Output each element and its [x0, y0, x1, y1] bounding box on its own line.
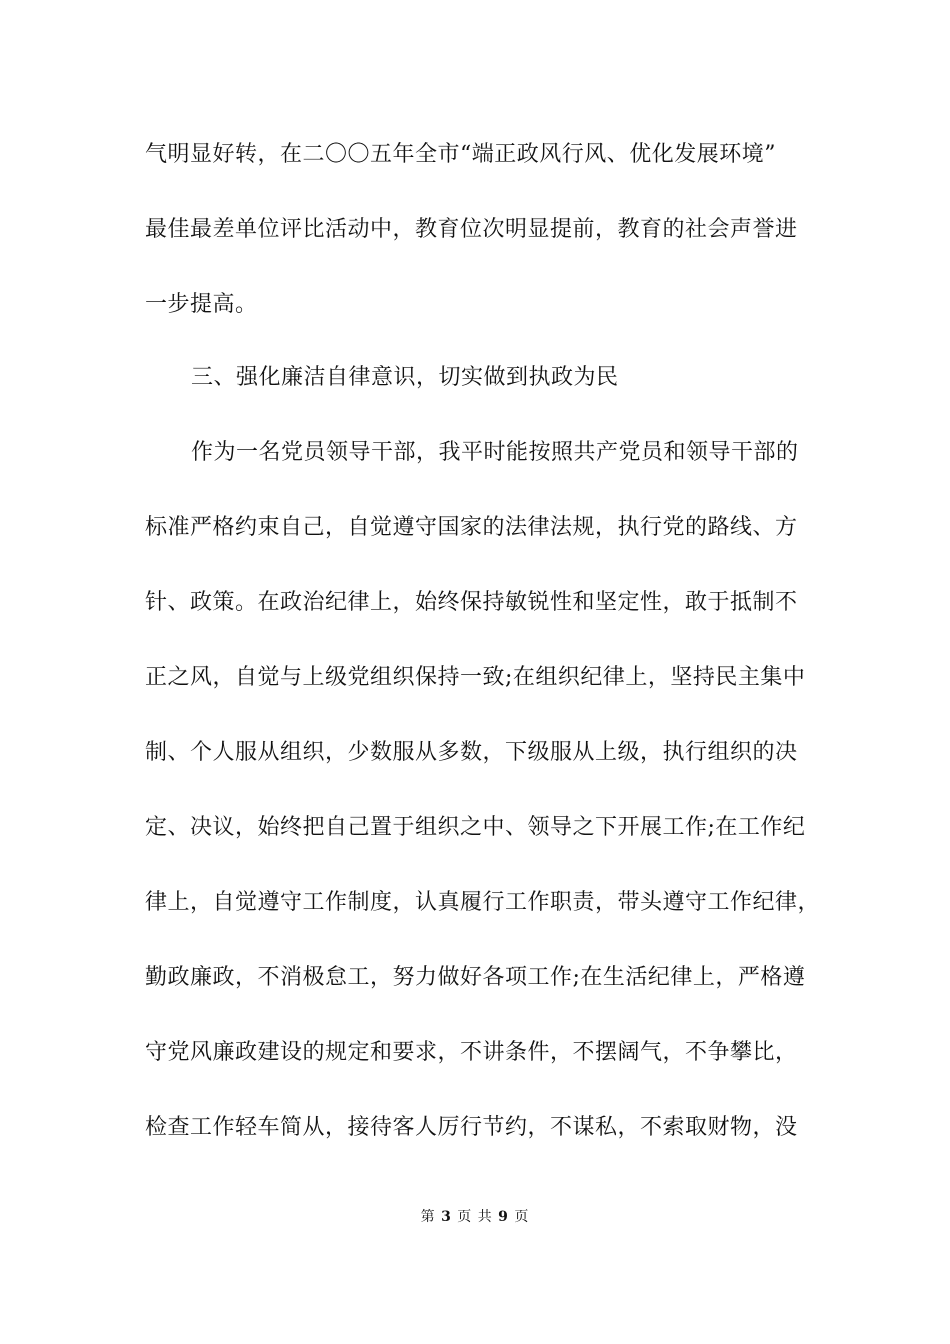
footer-prefix: 第 [420, 1209, 436, 1225]
body-line-7: 针、政策。在政治纪律上，始终保持敏锐性和坚定性，敢于抵制不 [145, 590, 798, 615]
body-line-8: 正之风，自觉与上级党组织保持一致;在组织纪律上，坚持民主集中 [145, 665, 806, 690]
body-line-13: 守党风廉政建设的规定和要求，不讲条件，不摆阔气，不争攀比， [145, 1040, 798, 1065]
section-heading: 三、强化廉洁自律意识，切实做到执政为民 [191, 365, 619, 390]
body-line-14: 检查工作轻车简从，接待客人厉行节约，不谋私，不索取财物，没 [145, 1115, 798, 1140]
footer-middle: 页 共 [457, 1209, 493, 1225]
body-line-2: 最佳最差单位评比活动中，教育位次明显提前，教育的社会声誉进 [145, 217, 798, 242]
body-line-6: 标准严格约束自己，自觉遵守国家的法律法规，执行党的路线、方 [145, 515, 798, 540]
body-line-1: 气明显好转，在二〇〇五年全市“端正政风行风、优化发展环境” [145, 142, 776, 167]
body-line-11: 律上，自觉遵守工作制度，认真履行工作职责，带头遵守工作纪律， [145, 890, 821, 915]
body-line-3: 一步提高。 [145, 292, 258, 317]
current-page-number: 3 [441, 1209, 452, 1225]
body-line-12: 勤政廉政，不消极怠工，努力做好各项工作;在生活纪律上，严格遵 [145, 965, 806, 990]
body-line-5: 作为一名党员领导干部，我平时能按照共产党员和领导干部的 [191, 440, 799, 465]
body-line-10: 定、决议，始终把自己置于组织之中、领导之下开展工作;在工作纪 [145, 815, 806, 840]
page-footer [0, 1207, 950, 1227]
body-line-9: 制、个人服从组织，少数服从多数，下级服从上级，执行组织的决 [145, 740, 798, 765]
total-pages-number: 9 [498, 1209, 509, 1225]
footer-suffix: 页 [514, 1209, 530, 1225]
